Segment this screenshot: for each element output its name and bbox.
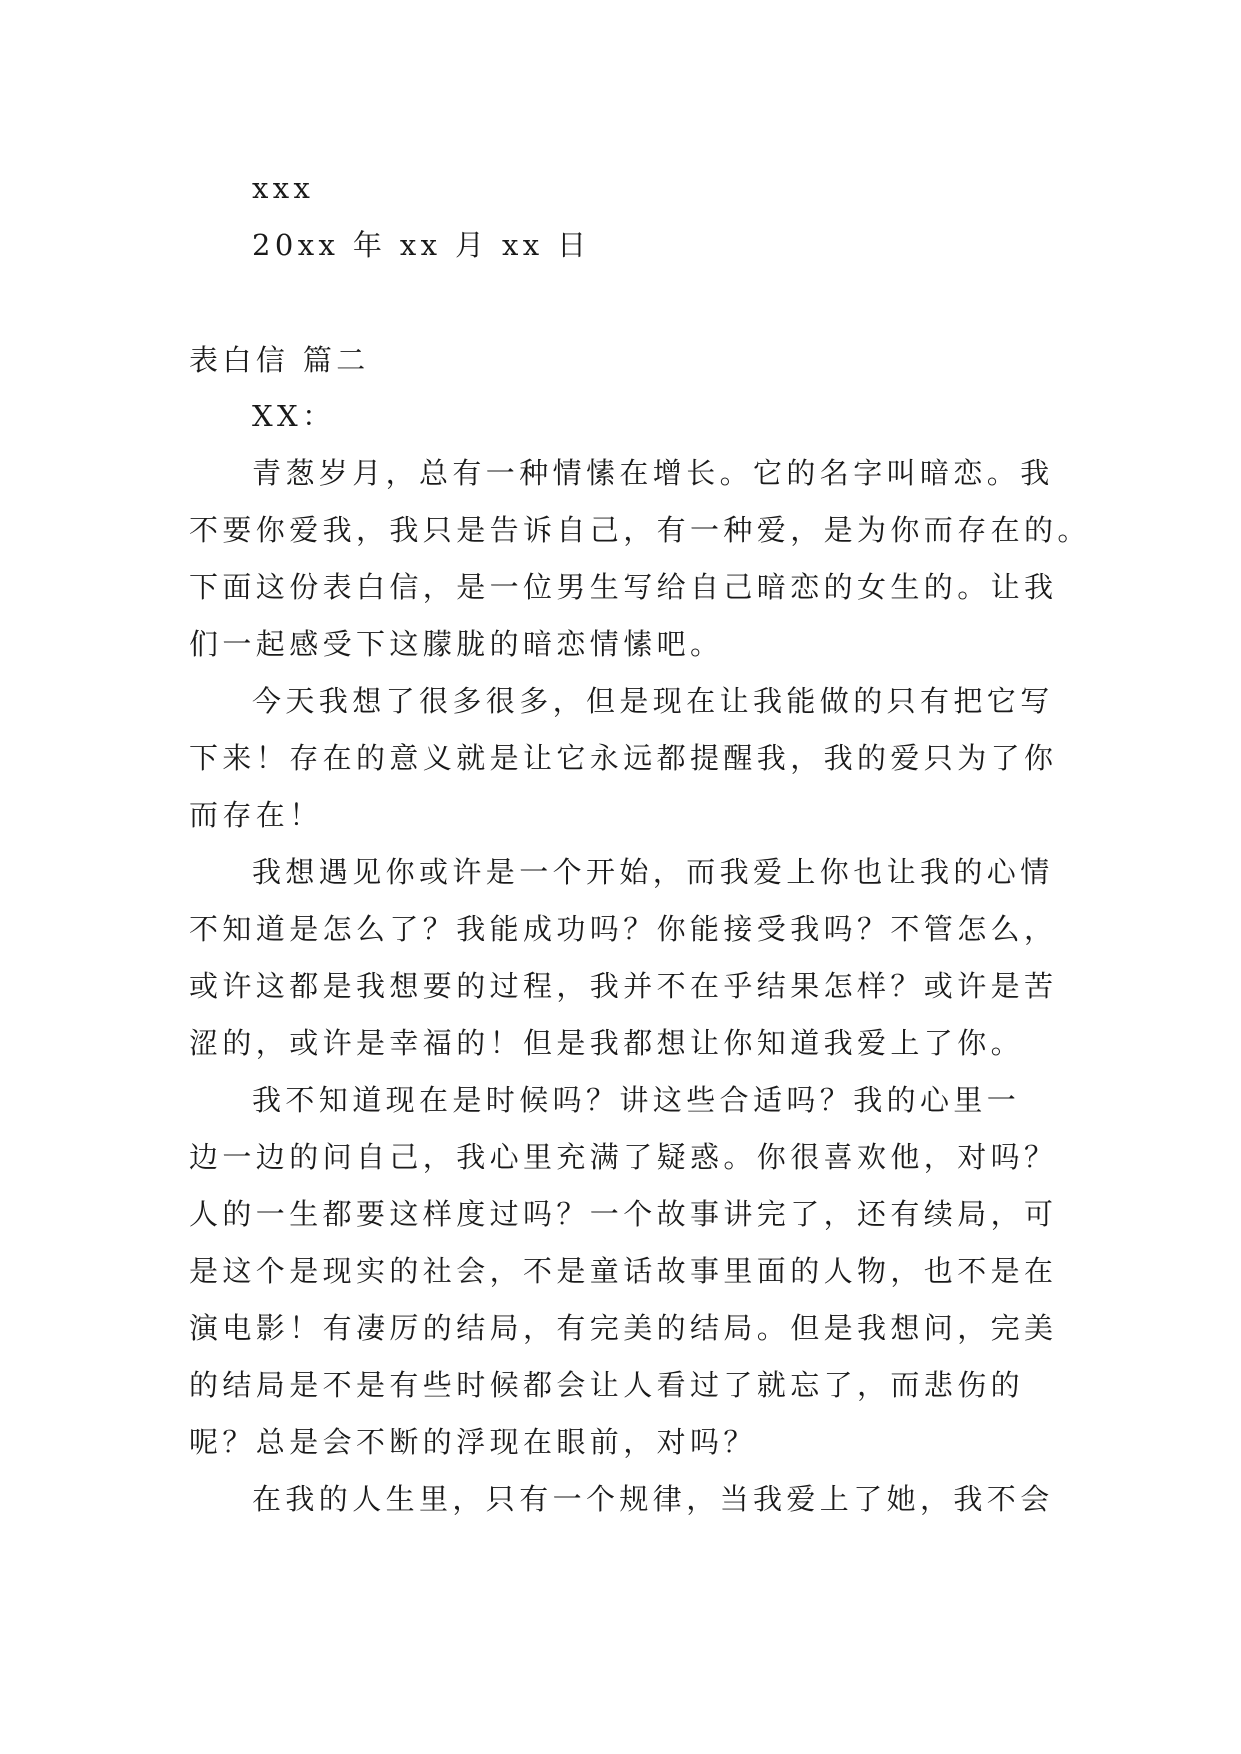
- paragraph-line: 下面这份表白信，是一位男生写给自己暗恋的女生的。让我: [189, 570, 1058, 604]
- paragraph-line: 我想遇见你或许是一个开始，而我爱上你也让我的心情: [252, 855, 1054, 889]
- paragraph-line: 下来！存在的意义就是让它永远都提醒我，我的爱只为了你: [189, 741, 1058, 775]
- paragraph-line: 是这个是现实的社会，不是童话故事里面的人物，也不是在: [189, 1254, 1058, 1288]
- signature-name: xxx: [252, 171, 315, 205]
- section-title: 表白信 篇二: [189, 343, 370, 377]
- paragraph-line: 涩的，或许是幸福的！但是我都想让你知道我爱上了你。: [189, 1026, 1025, 1060]
- paragraph-line: 演电影！有凄厉的结局，有完美的结局。但是我想问，完美: [189, 1311, 1058, 1345]
- paragraph-line: 或许这都是我想要的过程，我并不在乎结果怎样？或许是苦: [189, 969, 1058, 1003]
- paragraph-line: 们一起感受下这朦胧的暗恋情愫吧。: [189, 627, 724, 661]
- paragraph-line: 我不知道现在是时候吗？讲这些合适吗？我的心里一: [252, 1083, 1021, 1117]
- paragraph-line: 边一边的问自己，我心里充满了疑惑。你很喜欢他，对吗？: [189, 1140, 1058, 1174]
- signature-date: 20xx 年 xx 月 xx 日: [252, 228, 591, 262]
- paragraph-line: 今天我想了很多很多，但是现在让我能做的只有把它写: [252, 684, 1054, 718]
- paragraph-line: 呢？总是会不断的浮现在眼前，对吗？: [189, 1425, 757, 1459]
- paragraph-line: 不知道是怎么了？我能成功吗？你能接受我吗？不管怎么，: [189, 912, 1058, 946]
- paragraph-line: 不要你爱我，我只是告诉自己，有一种爱，是为你而存在的。: [189, 513, 1091, 547]
- letter-salutation: XX：: [252, 399, 336, 433]
- paragraph-line: 的结局是不是有些时候都会让人看过了就忘了，而悲伤的: [189, 1368, 1025, 1402]
- paragraph-line: 而存在！: [189, 798, 323, 832]
- paragraph-line: 青葱岁月，总有一种情愫在增长。它的名字叫暗恋。我: [252, 456, 1054, 490]
- paragraph-line: 在我的人生里，只有一个规律，当我爱上了她，我不会: [252, 1482, 1054, 1516]
- paragraph-line: 人的一生都要这样度过吗？一个故事讲完了，还有续局，可: [189, 1197, 1058, 1231]
